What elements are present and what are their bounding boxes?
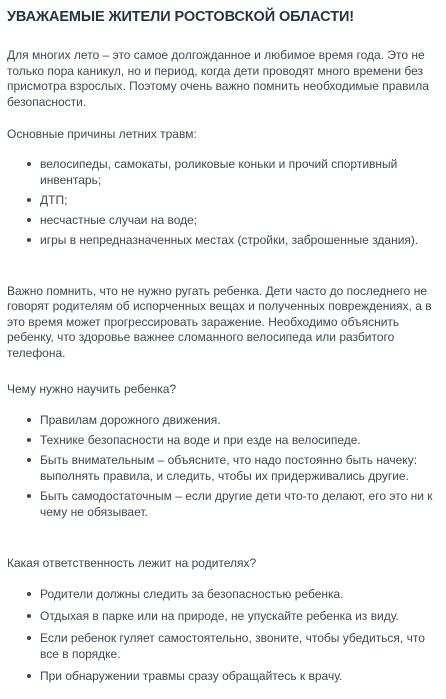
list-item: велосипеды, самокаты, роликовые коньки и прочий спортивный инвентарь; [27, 156, 440, 188]
list-item: Правилам дорожного движения. [27, 412, 440, 428]
page-title: УВАЖАЕМЫЕ ЖИТЕЛИ РОСТОВСКОЙ ОБЛАСТИ! [7, 9, 354, 25]
causes-heading: Основные причины летних травм: [7, 127, 197, 141]
responsibility-list [7, 586, 440, 684]
list-item: Быть внимательным – объясните, что надо постоянно быть начеку: выполнять правила, и следить, чтобы их придерживались другие. [27, 452, 440, 484]
list-item: Родители должны следить за безопасностью ребенка. [27, 586, 440, 602]
teach-list [7, 412, 440, 520]
teach-heading: Чему нужно научить ребенка? [7, 382, 177, 396]
list-item: При обнаружении травмы сразу обращайтесь к врачу. [27, 668, 440, 684]
note-paragraph: Важно помнить, что не нужно ругать ребенка. Дети часто до последнего не говорят родителям об испорченных вещах и полученных повреждениях, а в это время может прогрессировать заражение. Необходимо объяснить ребенку, что здоровье важнее сломанного велосипеда или разбитого телефона. [7, 283, 432, 360]
list-item: Технике безопасности на воде и при езде на велосипеде. [27, 432, 440, 448]
list-item: игры в непредназначенных местах (стройки, заброшенные здания). [27, 232, 440, 248]
list-item: Быть самодостаточным – если другие дети что-то делают, его это ни к чему не обязывает. [27, 488, 440, 520]
list-item: Отдыхая в парке или на природе, не упускайте ребенка из виду. [27, 608, 440, 624]
causes-list [7, 156, 440, 248]
responsibility-heading: Какая ответственность лежит на родителях? [7, 555, 257, 570]
intro-paragraph: Для многих лето – это самое долгожданное и любимое время года. Это не только пора каникул, но и период, когда дети проводят много времени без присмотра взрослых. Поэтому очень важно помнить необходимые правила безопасности. [7, 48, 429, 109]
list-item: ДТП; [27, 192, 440, 208]
list-item: Если ребенок гуляет самостоятельно, звоните, чтобы убедиться, что все в порядке. [27, 630, 440, 662]
list-item: несчастные случаи на воде; [27, 212, 440, 228]
